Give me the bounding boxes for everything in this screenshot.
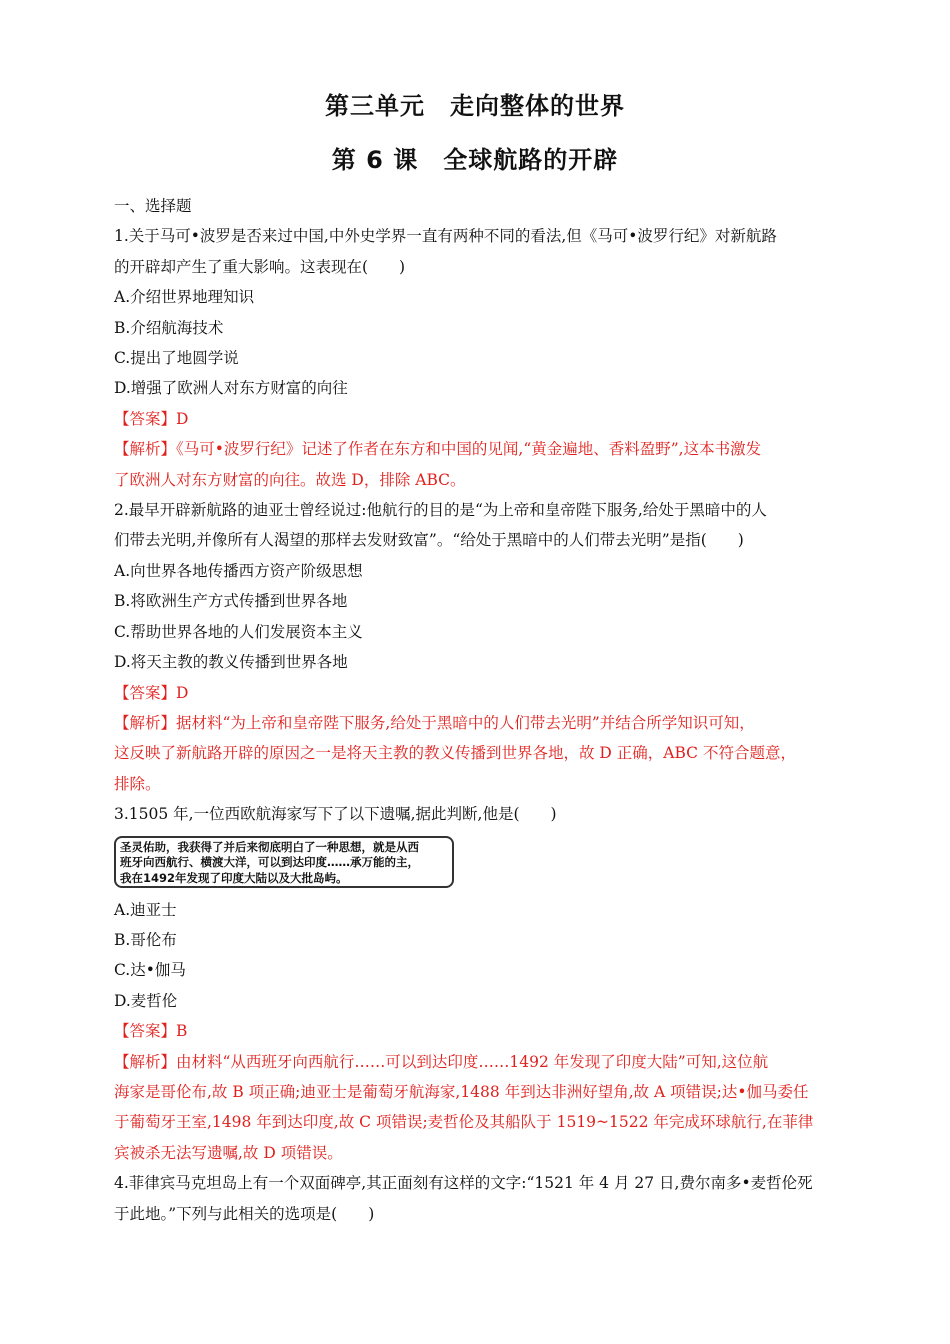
answer-line: 排除。 [114, 774, 161, 793]
answer-line: 于葡萄牙王室,1498 年到达印度,故 C 项错误;麦哲伦及其船队于 1519~1522 年完成环球航行,在菲律 [114, 1113, 814, 1132]
section-heading: 一、选择题 [114, 197, 192, 215]
lesson-title: 第 6 课 全球航路的开辟 [331, 146, 619, 174]
question-line: A.向世界各地传播西方资产阶级思想 [114, 561, 363, 580]
answer-line: 【答案】B [114, 1022, 188, 1041]
question-line: B.哥伦布 [114, 930, 177, 949]
question-line: 4.菲律宾马克坦岛上有一个双面碑亭,其正面刻有这样的文字:“1521 年 4 月 27 日,费尔南多•麦哲伦死 [114, 1174, 813, 1193]
quote-line: 圣灵佑助，我获得了并后来彻底明白了一种思想，就是从西 [120, 839, 419, 854]
question-line: D.麦哲伦 [114, 991, 178, 1010]
question-line: D.增强了欧洲人对东方财富的向往 [114, 379, 348, 398]
document-body [114, 191, 844, 1229]
question-line: 们带去光明,并像所有人渴望的那样去发财致富”。“给处于黑暗中的人们带去光明”是指( ) [114, 531, 744, 550]
question-line: C.提出了地圆学说 [114, 349, 239, 368]
answer-line: 了欧洲人对东方财富的向往。故选 D，排除 ABC。 [114, 470, 466, 489]
answer-line: 宾被杀无法写遗嘱,故 D 项错误。 [114, 1143, 343, 1162]
answer-line: 【解析】据材料“为上帝和皇帝陛下服务,给处于黑暗中的人们带去光明”并结合所学知识可知， [114, 713, 755, 732]
answer-line: 【答案】D [114, 409, 189, 428]
question-line: C.达•伽马 [114, 961, 186, 980]
question-line: 于此地。”下列与此相关的选项是( ) [114, 1204, 375, 1223]
unit-title: 第三单元 走向整体的世界 [325, 92, 625, 120]
answer-line: 【解析】由材料“从西班牙向西航行……可以到达印度……1492 年发现了印度大陆”可知,这位航 [114, 1052, 769, 1071]
question-line: 3.1505 年,一位西欧航海家写下了以下遗嘱,据此判断,他是( ) [114, 805, 557, 824]
question-line: 2.最早开辟新航路的迪亚士曾经说过:他航行的目的是“为上帝和皇帝陛下服务,给处于黑暗中的人 [114, 501, 767, 520]
question-line: A.迪亚士 [114, 900, 177, 919]
question-line: D.将天主教的教义传播到世界各地 [114, 653, 348, 672]
questions-part-2 [114, 895, 844, 1229]
questions-part-1 [114, 221, 844, 829]
quote-line: 班牙向西航行、横渡大洋，可以到达印度……承万能的主， [120, 855, 419, 870]
answer-line: 【答案】D [114, 683, 189, 702]
answer-line: 【解析】《马可•波罗行纪》记述了作者在东方和中国的见闻,“黄金遍地、香料盈野”,这本书激发 [114, 440, 762, 459]
quote-line: 我在1492年发现了印度大陆以及大批岛屿。 [120, 870, 348, 885]
answer-line: 海家是哥伦布,故 B 项正确;迪亚士是葡萄牙航海家,1488 年到达非洲好望角,故 A 项错误;达•伽马委任 [114, 1082, 809, 1101]
question-line: A.介绍世界地理知识 [114, 288, 255, 307]
question-line: C.帮助世界各地的人们发展资本主义 [114, 622, 363, 641]
question-line: 的开辟却产生了重大影响。这表现在( ) [114, 257, 406, 276]
answer-line: 这反映了新航路开辟的原因之一是将天主教的教义传播到世界各地，故 D 正确，ABC 不符合题意， [114, 744, 796, 763]
question-line: 1.关于马可•波罗是否来过中国,中外史学界一直有两种不同的看法,但《马可•波罗行纪》对新航路 [114, 227, 777, 246]
quote-image-box [114, 836, 454, 888]
question-line: B.介绍航海技术 [114, 318, 224, 337]
question-line: B.将欧洲生产方式传播到世界各地 [114, 592, 348, 611]
